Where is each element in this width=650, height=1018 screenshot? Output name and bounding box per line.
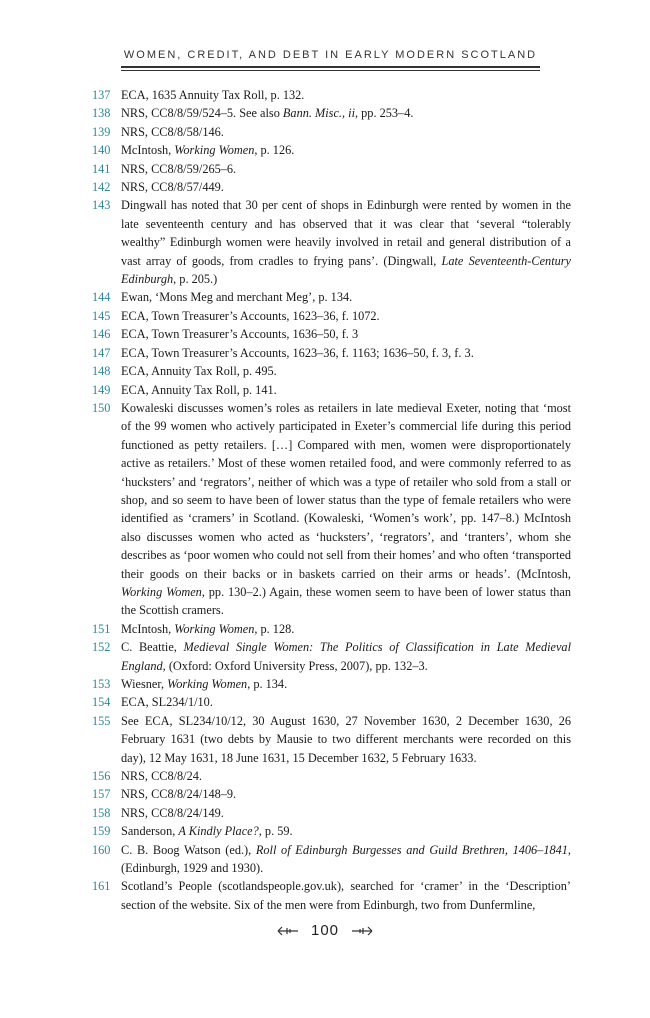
endnote-number: 159 <box>92 824 111 839</box>
endnote-title-italic: Working Women <box>121 584 202 599</box>
endnote-title-italic: A Kindly Place? <box>178 824 259 839</box>
endnote-text <box>121 785 571 803</box>
endnote <box>92 160 571 178</box>
endnote-text <box>121 196 571 288</box>
endnote-text <box>121 362 571 380</box>
endnote-text <box>121 620 571 638</box>
page-footer <box>0 922 650 939</box>
endnote-number: 146 <box>92 327 111 342</box>
endnote-text <box>121 675 571 693</box>
endnote <box>92 288 571 306</box>
endnote-number: 155 <box>92 713 111 728</box>
endnote-text-segment: Kowaleski discusses women’s roles as retailers in late medieval Exeter, noting that ‘most of the 99 women who actively participated in Exeter’s commercial life during this period functioned as petty retailers. […] Compared with men, women were disproportionately active as retailers.’ Most of these women retailed food, and were commonly referred to as ‘hucksters’ and ‘regrators’, neither of which was a type of retailer who sold from a stall or shop, and so seem to have been of lower status than the type of female retailers who were identified as ‘cramers’ in Scotland. (Kowaleski, ‘Women’s work’, pp. 147–8.) McIntosh also discusses women who acted as ‘hucksters’, ‘regrators’, and ‘tranters’, whom she describes as ‘poor women who could not sell from their homes’ and who often ‘transported their goods on their backs or in baskets carried on their arms or heads’. (McIntosh, <box>121 400 571 581</box>
endnote <box>92 104 571 122</box>
endnote-title-italic: Medieval Single Women: The Politics of Classification in Late Medieval England <box>121 640 571 673</box>
endnote-text <box>121 178 571 196</box>
endnote <box>92 712 571 767</box>
endnote-title-italic: Working Women <box>174 621 255 636</box>
endnote-text-segment: ECA, Town Treasurer’s Accounts, 1623–36, f. 1163; 1636–50, f. 3, f. 3. <box>121 345 474 360</box>
page-number: 100 <box>310 922 340 939</box>
endnote <box>92 123 571 141</box>
endnote-number: 152 <box>92 640 111 655</box>
endnote-text-segment: NRS, CC8/8/58/146. <box>121 124 224 139</box>
endnote-number: 153 <box>92 677 111 691</box>
endnote-number: 150 <box>92 400 111 415</box>
endnote-text <box>121 877 571 914</box>
endnote-number: 147 <box>92 345 111 360</box>
endnote-text-segment: , (Oxford: Oxford University Press, 2007), pp. 132–3. <box>162 658 428 673</box>
endnote-text-segment: , p. 205.) <box>173 272 218 287</box>
endnote-text-segment: , p. 59. <box>258 824 293 839</box>
endnote-number: 151 <box>92 621 111 636</box>
endnote-text <box>121 86 571 104</box>
endnote <box>92 767 571 785</box>
endnote-text-segment: , pp. 253–4. <box>355 106 414 121</box>
endnote-text-segment: ECA, Town Treasurer’s Accounts, 1636–50, f. 3 <box>121 327 359 342</box>
endnote <box>92 362 571 380</box>
endnote <box>92 141 571 159</box>
endnote-number: 149 <box>92 382 111 397</box>
endnote-text-segment: NRS, CC8/8/24. <box>121 769 202 784</box>
endnote-text-segment: NRS, CC8/8/24/149. <box>121 805 224 820</box>
endnote <box>92 325 571 343</box>
endnote-number: 140 <box>92 143 111 158</box>
endnote <box>92 399 571 620</box>
endnote <box>92 344 571 362</box>
endnote-text-segment: , p. 126. <box>254 143 295 158</box>
running-header-title: WOMEN, CREDIT, AND DEBT IN EARLY MODERN SCOTLAND <box>123 49 538 61</box>
endnote-title-italic: Late Seventeenth-Century Edinburgh <box>121 253 571 287</box>
endnote-text-segment: Scotland’s People (scotlandspeople.gov.uk), searched for ‘cramer’ in the ‘Description’ section of the website. Six of the men were from Edinburgh, two from Dunfermline, <box>121 879 571 912</box>
endnote-text-segment: NRS, CC8/8/59/524–5. See also <box>121 106 283 121</box>
endnote-text-segment: C. B. Boog Watson (ed.), <box>121 842 256 857</box>
endnote-number: 143 <box>92 198 111 213</box>
endnote <box>92 86 571 104</box>
endnote-text-segment: , p. 134. <box>247 677 288 691</box>
endnote <box>92 675 571 693</box>
endnote-title-italic: Bann. Misc., ii <box>282 106 355 121</box>
endnote-text <box>121 381 571 399</box>
endnote-title-italic: Roll of Edinburgh Burgesses and Guild Brethren, 1406–1841 <box>255 842 568 857</box>
endnote-text <box>121 160 571 178</box>
endnote-text-segment: ECA, 1635 Annuity Tax Roll, p. 132. <box>121 88 305 102</box>
header-rule-thin <box>121 70 540 71</box>
endnote-text <box>121 841 571 878</box>
endnote-number: 148 <box>92 364 111 379</box>
left-ornament-icon <box>277 926 299 936</box>
endnote-text <box>121 344 571 362</box>
endnote-text-segment: , pp. 130–2.) Again, these women seem to have been of lower status than the Scottish cramers. <box>121 584 572 618</box>
endnote-text-segment: See ECA, SL234/10/12, 30 August 1630, 27 November 1630, 2 December 1630, 26 February 1631 (two debts by Mausie to two different merchants were recorded on this day), 12 May 1631, 18 June 1631, 15 December 1632, 5 February 1633. <box>121 713 571 765</box>
endnote <box>92 804 571 822</box>
endnote-text-segment: ECA, SL234/1/10. <box>121 695 213 710</box>
endnote-text-segment: McIntosh, <box>121 621 175 636</box>
endnote-text <box>121 288 571 306</box>
endnote-text <box>121 104 571 122</box>
endnote-title-italic: Working Women <box>174 143 255 158</box>
endnote-text <box>121 822 571 840</box>
endnote <box>92 693 571 711</box>
running-header <box>121 48 540 71</box>
endnote-text <box>121 399 571 620</box>
endnote-text-segment: ECA, Town Treasurer’s Accounts, 1623–36, f. 1072. <box>121 308 380 323</box>
endnote-text-segment: ECA, Annuity Tax Roll, p. 495. <box>121 364 277 379</box>
endnote <box>92 841 571 878</box>
endnote-text <box>121 325 571 343</box>
endnote-number: 145 <box>92 308 111 323</box>
endnote-number: 154 <box>92 695 111 710</box>
endnote-text <box>121 712 571 767</box>
endnote-text-segment: Dingwall has noted that 30 per cent of shops in Edinburgh were rented by women in the late seventeenth century and has observed that it was clear that ‘several “tolerably wealthy” Edinburgh women were heavily involved in retail and general distribution of a vast array of goods, from cradles to frying pans’. (Dingwall, <box>121 198 571 268</box>
endnote-text-segment: NRS, CC8/8/59/265–6. <box>121 161 237 176</box>
endnote <box>92 196 571 288</box>
endnote-number: 138 <box>92 106 111 121</box>
endnote-text-segment: , (Edinburgh, 1929 and 1930). <box>121 842 571 876</box>
endnote-text-segment: NRS, CC8/8/24/148–9. <box>121 787 237 802</box>
endnote-number: 157 <box>92 787 111 802</box>
endnote <box>92 620 571 638</box>
endnote <box>92 822 571 840</box>
endnote-number: 141 <box>92 161 111 176</box>
endnote-number: 161 <box>92 879 111 894</box>
endnotes-list <box>92 86 571 914</box>
endnote <box>92 785 571 803</box>
header-rule-thick <box>121 66 540 68</box>
endnote-text-segment: NRS, CC8/8/57/449. <box>121 180 224 195</box>
endnote-text-segment: Ewan, ‘Mons Meg and merchant Meg’, p. 134. <box>121 290 353 305</box>
endnote-text-segment: McIntosh, <box>121 143 175 158</box>
right-ornament-icon <box>351 926 373 936</box>
endnote <box>92 178 571 196</box>
endnote-title-italic: Working Women <box>167 677 248 691</box>
endnote-text <box>121 638 571 675</box>
endnote-text-segment: Wiesner, <box>121 677 168 691</box>
endnote-text <box>121 141 571 159</box>
endnote-number: 142 <box>92 180 111 195</box>
endnote <box>92 638 571 675</box>
endnote <box>92 381 571 399</box>
endnote-number: 144 <box>92 290 111 305</box>
endnote-text <box>121 804 571 822</box>
endnote-number: 160 <box>92 842 111 857</box>
endnote-number: 158 <box>92 805 111 820</box>
endnote-text <box>121 693 571 711</box>
endnote-number: 137 <box>92 88 111 102</box>
endnote-text-segment: , p. 128. <box>254 621 295 636</box>
endnote-number: 156 <box>92 769 111 784</box>
endnote-text <box>121 307 571 325</box>
endnote <box>92 877 571 914</box>
endnote-text-segment: ECA, Annuity Tax Roll, p. 141. <box>121 382 277 397</box>
endnote-text-segment: C. Beattie, <box>121 640 184 655</box>
endnote-text <box>121 123 571 141</box>
endnote-text-segment: Sanderson, <box>121 824 179 839</box>
endnote-number: 139 <box>92 124 111 139</box>
endnote-text <box>121 767 571 785</box>
endnote <box>92 307 571 325</box>
